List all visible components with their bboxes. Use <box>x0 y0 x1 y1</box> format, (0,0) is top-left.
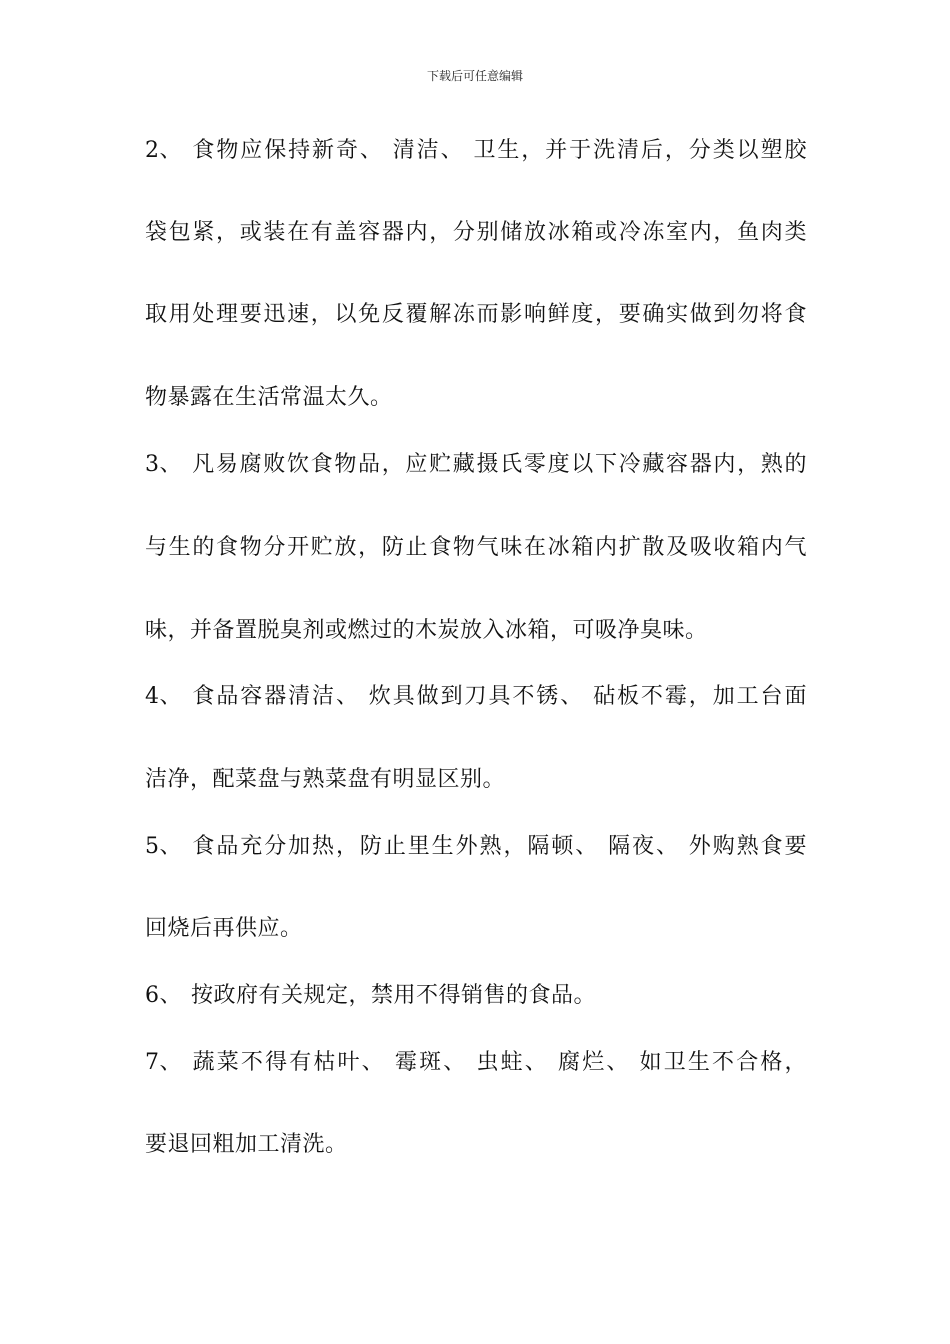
list-item-2-line-1 <box>145 130 807 172</box>
list-item-text: 按政府有关规定，禁用不得销售的食品。 <box>191 983 597 1008</box>
list-item-2-line-4: 物暴露在生活常温太久。 <box>145 385 393 410</box>
list-item-4-line-1 <box>145 676 807 718</box>
list-item-3-line-1 <box>145 444 807 486</box>
page-header: 下载后可任意编辑 <box>426 69 523 83</box>
list-item-5-line-1 <box>145 826 807 868</box>
list-item-2-line-2: 袋包紧，或装在有盖容器内，分别储放冰箱或冷冻室内，鱼肉类 <box>145 220 807 245</box>
list-item-3-line-3: 味，并备置脱臭剂或燃过的木炭放入冰箱，可吸净臭味。 <box>145 618 708 643</box>
list-item-3-line-2: 与生的食物分开贮放，防止食物气味在冰箱内扩散及吸收箱内气 <box>145 535 807 560</box>
list-item-4-line-2: 洁净，配菜盘与熟菜盘有明显区别。 <box>145 767 506 792</box>
list-item-6-line-1 <box>145 975 807 1017</box>
list-item-2-line-3: 取用处理要迅速，以免反覆解冻而影响鲜度，要确实做到勿将食 <box>145 302 807 327</box>
list-item-number: 3、 <box>145 452 182 477</box>
list-item-text: 凡易腐败饮食物品，应贮藏摄氏零度以下冷藏容器内，熟的 <box>191 452 807 477</box>
list-item-number: 5、 <box>145 834 182 859</box>
list-item-7-line-2: 要退回粗加工清洗。 <box>145 1132 348 1157</box>
list-item-number: 7、 <box>145 1050 182 1075</box>
list-item-number: 4、 <box>145 684 182 709</box>
list-item-text: 食品容器清洁、 炊具做到刀具不锈、 砧板不霉，加工台面 <box>191 684 807 709</box>
list-item-7-line-1 <box>145 1042 807 1084</box>
list-item-5-line-2: 回烧后再供应。 <box>145 916 303 941</box>
list-item-text: 蔬菜不得有枯叶、 霉斑、 虫蛀、 腐烂、 如卫生不合格， <box>191 1050 807 1075</box>
list-item-text: 食物应保持新奇、 清洁、 卫生，并于洗清后，分类以塑胶 <box>191 138 807 163</box>
list-item-number: 6、 <box>145 983 182 1008</box>
list-item-text: 食品充分加热，防止里生外熟，隔顿、 隔夜、 外购熟食要 <box>191 834 807 859</box>
list-item-number: 2、 <box>145 138 182 163</box>
